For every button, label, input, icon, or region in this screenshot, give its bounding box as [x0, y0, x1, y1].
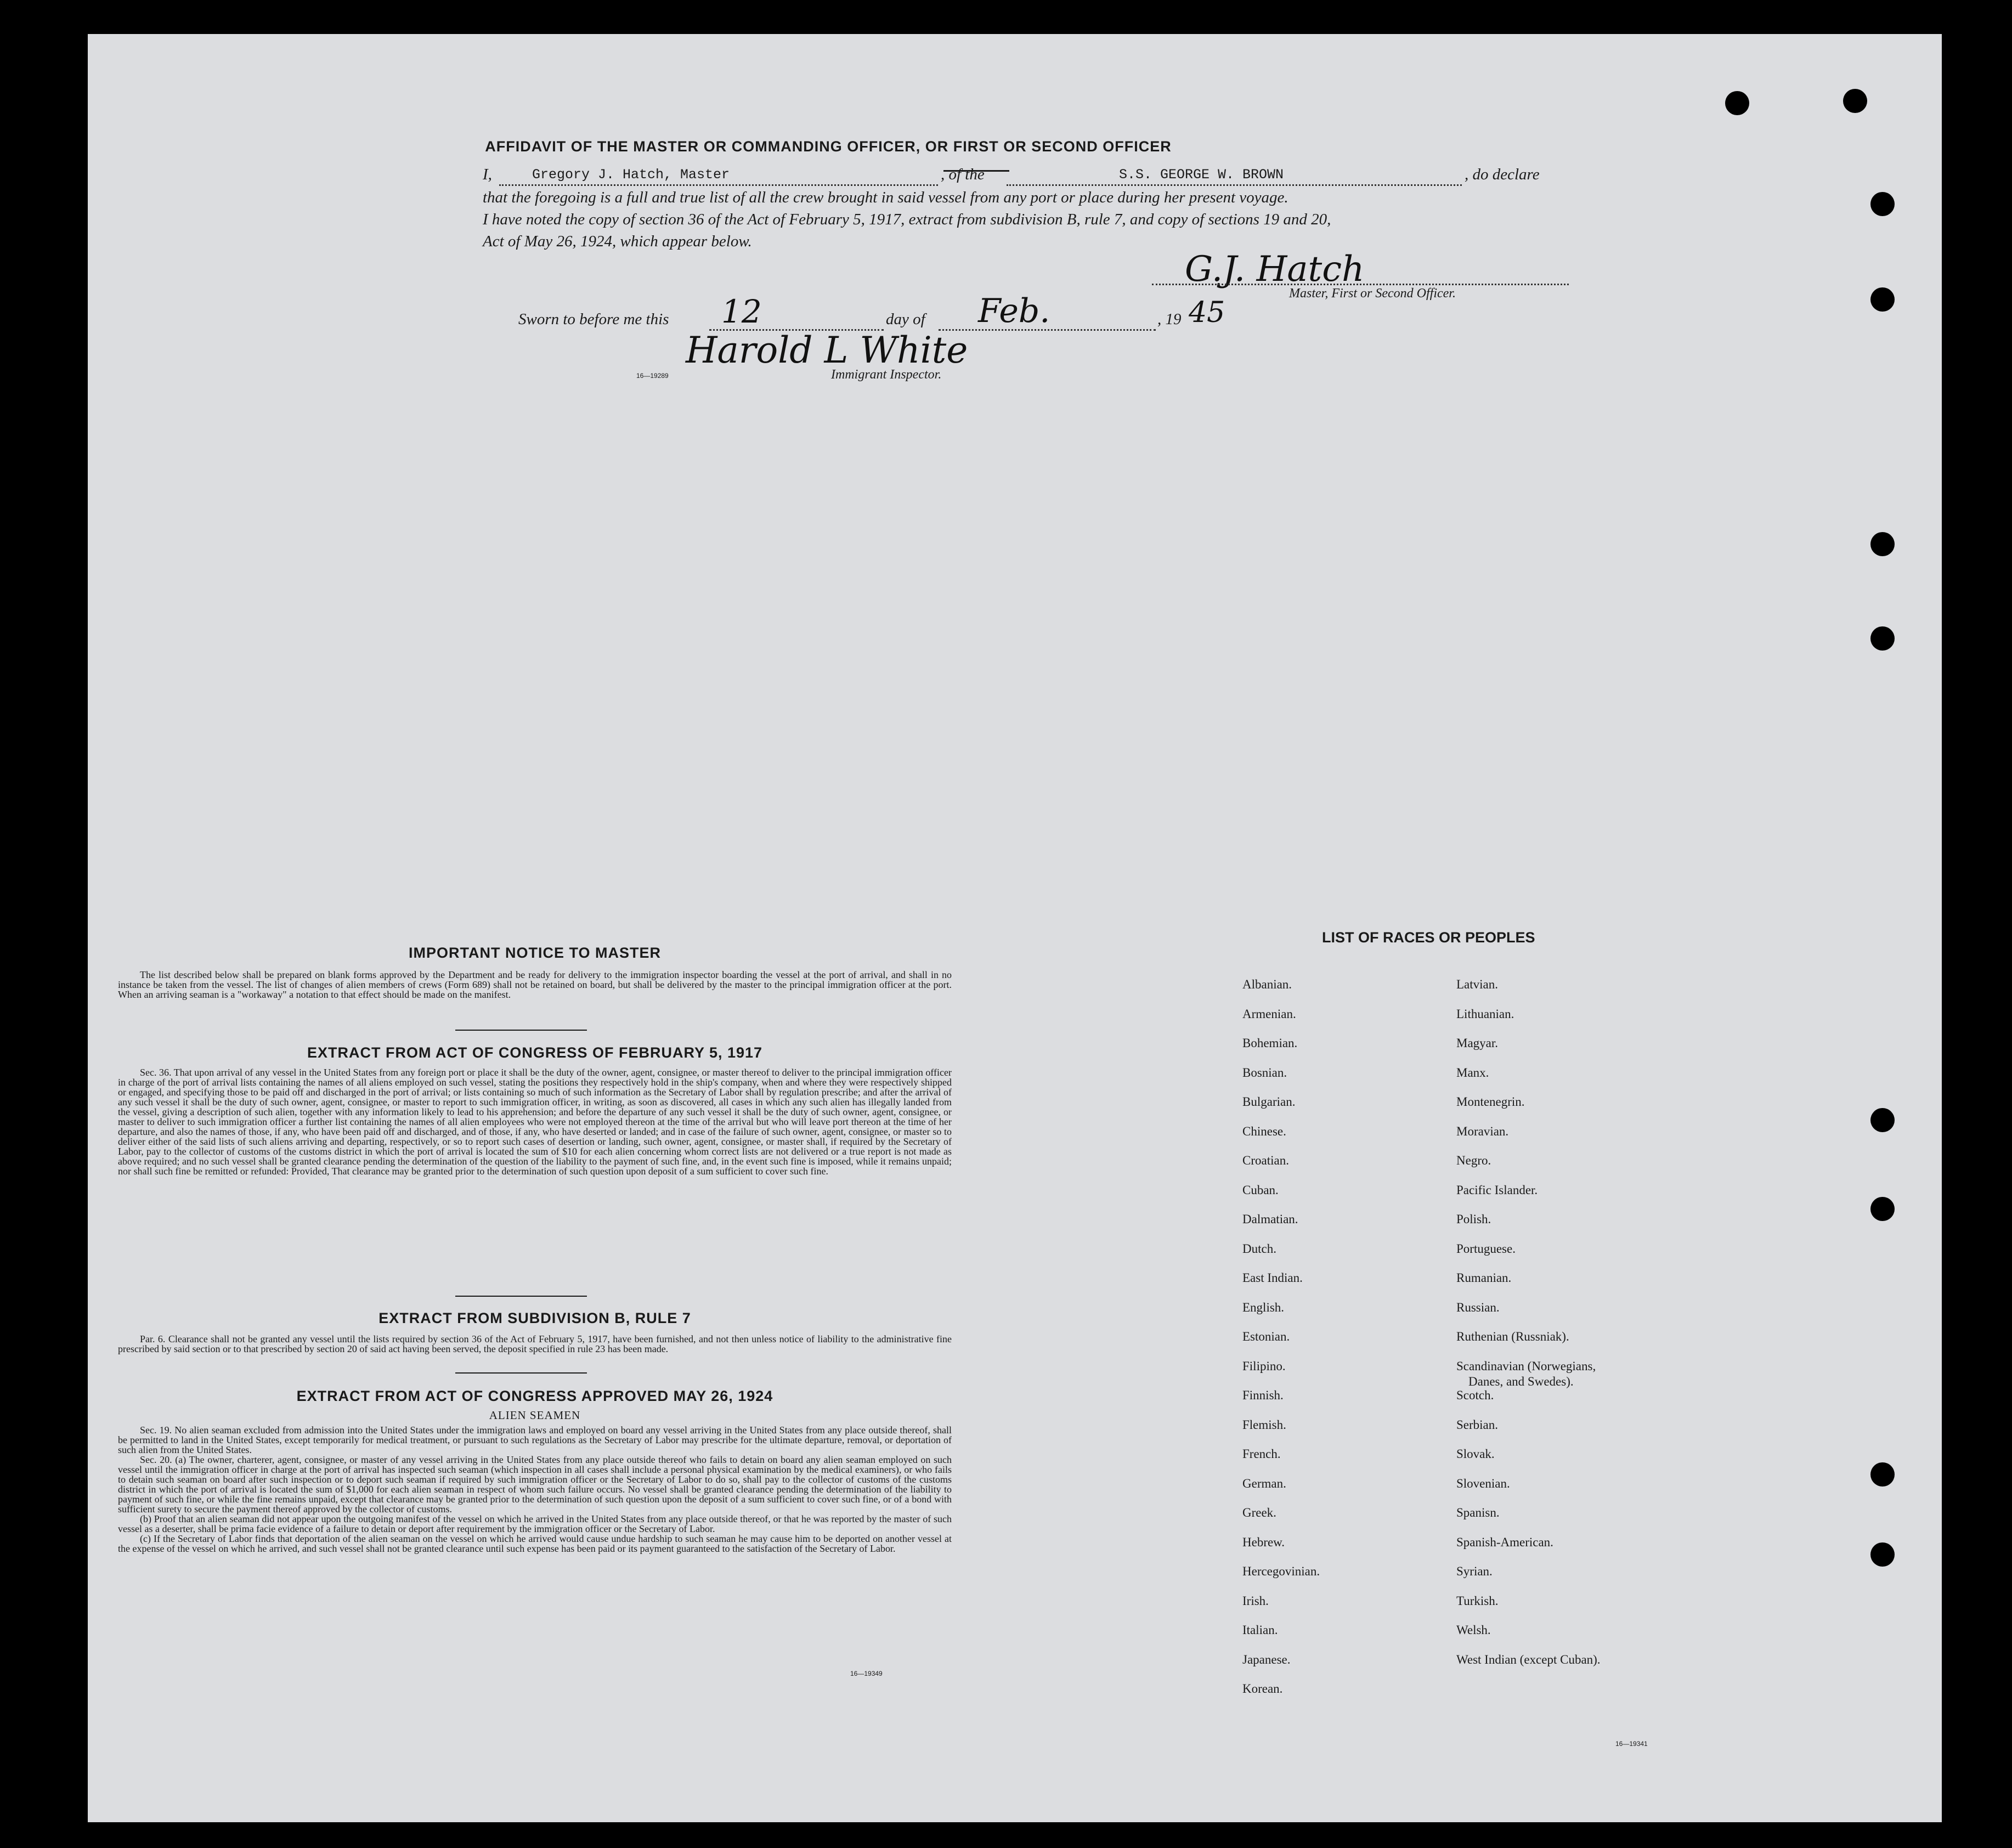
punch-hole — [1870, 1108, 1895, 1132]
notice-body — [118, 970, 952, 999]
race-item: Welsh. — [1456, 1623, 1491, 1637]
race-item: Chinese. — [1242, 1124, 1286, 1138]
race-item: Bohemian. — [1242, 1036, 1298, 1050]
sec20a-text: Sec. 20. (a) The owner, charterer, agent, consignee, or master of any vessel arriving in the United States from any place outside thereof who fails to detain on board any alien seaman employed on such vessel until the immigration officer in charge at the port of arrival has inspected such seaman (which inspection in all cases shall include a personal physical examination by the medical examiners), or who fails to detain such seaman on board after such inspection or to deport such seaman if required by such immigration officer or the Secretary of Labor to do so, shall pay to the collector of customs of the customs district in which the port of arrival is located the sum of $1,000 for each alien seaman in respect of whom such failure occurs. No vessel shall be granted clearance pending the determination of the liability to payment of such fine, or while the fine remains unpaid, except that clearance may be granted prior to the determination of such question upon the deposit of a sum sufficient to cover such fine, or of a bond with sufficient surety to secure the payment thereof approved by the collector of customs. — [118, 1454, 952, 1514]
race-item: Bosnian. — [1242, 1065, 1287, 1080]
inspector-signature: Harold L White — [686, 329, 968, 371]
punch-hole — [1870, 626, 1895, 651]
sworn-year: 45 — [1189, 296, 1225, 329]
extract-rule7-title: EXTRACT FROM SUBDIVISION B, RULE 7 — [378, 1310, 691, 1326]
race-item: Cuban. — [1242, 1183, 1279, 1197]
race-item: Manx. — [1456, 1065, 1489, 1080]
race-item: Finnish. — [1242, 1388, 1284, 1402]
master-caption: Master, First or Second Officer. — [1289, 286, 1456, 301]
punch-hole — [1870, 287, 1895, 312]
race-item: Montenegrin. — [1456, 1095, 1525, 1109]
declaration-line-4: Act of May 26, 1924, which appear below. — [483, 233, 752, 250]
race-item: Hebrew. — [1242, 1535, 1285, 1549]
declaration-line-3: I have noted the copy of section 36 of the Act of February 5, 1917, extract from subdivision B, rule 7, and copy of sections 19 and 20, — [483, 211, 1331, 228]
affidavit-title: AFFIDAVIT OF THE MASTER OR COMMANDING OFFICER, OR FIRST OR SECOND OFFICER — [485, 138, 1172, 155]
sworn-label: Sworn to before me this — [518, 310, 669, 328]
sworn-month: Feb. — [978, 292, 1050, 330]
race-item: East Indian. — [1242, 1271, 1303, 1285]
sec19-text: Sec. 19. No alien seaman excluded from admission into the United States under the immigration laws and employed on board any vessel arriving in the United States from any place outside thereof, shall be permitted to land in the United States, except temporarily for medical treatment, or pursuant to such regulations as the Secretary of Labor may prescribe for the ultimate departure, removal, or deportation of such alien from the United States. — [118, 1425, 952, 1455]
race-item: Spanisn. — [1456, 1506, 1500, 1519]
race-item: Turkish. — [1456, 1593, 1499, 1608]
race-item: Albanian. — [1242, 977, 1292, 991]
inspector-caption: Immigrant Inspector. — [831, 368, 942, 382]
declarant-name: Gregory J. Hatch, Master — [532, 167, 730, 183]
sec20c-text: (c) If the Secretary of Labor finds that deportation of the alien seaman on the vessel on which he arrived would cause undue hardship to such seaman he may cause him to be deported on another vessel at the expense of the vessel on which he arrived, and such vessel shall not be granted clearance until such expense has been paid or its payment guaranteed to the satisfaction of the Secretary of Labor. — [118, 1533, 952, 1554]
race-item: Rumanian. — [1456, 1271, 1512, 1285]
extract-rule7-body — [118, 1334, 952, 1354]
punch-hole — [1725, 91, 1749, 115]
signature-line — [1152, 284, 1569, 285]
par6-text: Par. 6. Clearance shall not be granted any vessel until the lists required by section 36 of the Act of February 5, 1917, have been furnished, and not then unless notice of liability to the administrative fine prescribed by said section or to that prescribed by section 20 of said act having been served, the deposit specified in rule 23 has been made. — [118, 1333, 952, 1354]
race-item: Portuguese. — [1456, 1241, 1516, 1256]
sec36-text: Sec. 36. That upon arrival of any vessel in the United States from any foreign port or place it shall be the duty of the owner, agent, consignee, or master thereof to deliver to the principal immigration officer in charge of the port of arrival lists containing the names of all aliens employed on such vessel, stating the positions they respectively hold in the ship's company, when and where they were respectively shipped or engaged, and specifying those to be paid off and discharged in the port of arrival; or lists containing so much of such information as the Secretary of Labor shall by regulation prescribe; and after the arrival of any such vessel it shall be the duty of such owner, agent, consignee, or master to report to such immigration officer, in writing, as soon as discovered, all cases in which any such alien has illegally landed from the vessel, giving a description of such alien, together with any information likely to lead to his apprehension; and before the departure of any such vessel it shall be the duty of such owner, agent, consignee, or master to deliver to such immigration officer a further list containing the names of all alien employees who were not employed thereon at the time of the arrival but who will leave port thereon at the time of her departure, and also the names of those, if any, who have been paid off and discharged, and of those, if any, who have deserted or landed; and in case of the failure of such owner, agent, consignee, or master so to deliver either of the said lists of such aliens arriving and departing, respectively, or so to report such cases of desertion or landing, such owner, agent, consignee, or master shall, if required by the Secretary of Labor, pay to the collector of customs of the customs district in which the port of arrival is located the sum of $10 for each alien concerning whom correct lists are not delivered or a true report is not made as above required; and no such vessel shall be granted clearance pending the determination of the question of the liability to the payment of such fine, and, in the event such fine is imposed, while it remains unpaid; nor shall such fine be remitted or refunded: Provided, That clearance may be granted prior to the determination of such question upon deposit of a sum sufficient to cover such fine. — [118, 1067, 952, 1177]
race-item: German. — [1242, 1476, 1286, 1490]
punch-hole — [1843, 89, 1867, 113]
punch-hole — [1870, 1462, 1895, 1487]
notice-title: IMPORTANT NOTICE TO MASTER — [409, 945, 661, 961]
i-label: I, — [483, 166, 492, 183]
race-item: Bulgarian. — [1242, 1095, 1296, 1109]
race-item: Spanish-American. — [1456, 1535, 1553, 1549]
punch-hole — [1870, 1542, 1895, 1567]
form-page — [88, 34, 1942, 1822]
races-form-number: 16—19341 — [1615, 1740, 1648, 1748]
section-rule — [455, 1296, 587, 1297]
race-item: English. — [1242, 1300, 1285, 1314]
race-item: Serbian. — [1456, 1417, 1499, 1432]
punch-hole — [1870, 532, 1895, 556]
declare-label: , do declare — [1465, 166, 1540, 183]
race-item: Magyar. — [1456, 1036, 1499, 1050]
race-item: Pacific Islander. — [1456, 1183, 1538, 1197]
race-item: Danes, and Swedes). — [1468, 1374, 1574, 1388]
race-item: Greek. — [1242, 1506, 1276, 1519]
race-item: West Indian (except Cuban). — [1456, 1652, 1601, 1666]
race-item: Moravian. — [1456, 1124, 1509, 1138]
extract-1917-title: EXTRACT FROM ACT OF CONGRESS OF FEBRUARY 5, 1917 — [307, 1044, 763, 1061]
affidavit-form-number: 16—19289 — [636, 372, 669, 380]
race-item: Scotch. — [1456, 1388, 1494, 1402]
race-item: Dutch. — [1242, 1241, 1276, 1256]
race-item: Filipino. — [1242, 1359, 1286, 1373]
race-item: Ruthenian (Russniak). — [1456, 1330, 1569, 1343]
fill-line — [1007, 184, 1462, 186]
race-item: Hercegovinian. — [1242, 1564, 1320, 1578]
race-item: Negro. — [1456, 1154, 1491, 1167]
section-rule — [455, 1372, 587, 1374]
race-item: Estonian. — [1242, 1330, 1290, 1343]
extract-1924-body — [118, 1425, 952, 1553]
race-item: Croatian. — [1242, 1154, 1289, 1167]
race-item: Slovenian. — [1456, 1476, 1510, 1490]
race-item: Syrian. — [1456, 1564, 1493, 1578]
year-prefix: , 19 — [1157, 310, 1182, 328]
sec20b-text: (b) Proof that an alien seaman did not appear upon the outgoing manifest of the vessel on which he arrived in the United States from any place outside thereof, or that he was reported by the master of such vessel as a deserter, shall be prima facie evidence of a failure to detain or deport after requirement by the immigration officer or the Secretary of Labor. — [118, 1513, 952, 1534]
declaration-line — [483, 166, 1607, 188]
notice-text: The list described below shall be prepared on blank forms approved by the Department and be ready for delivery to the immigration inspector boarding the vessel at the port of arrival, and shall in no instance be taken from the vessel. The list of changes of alien members of crews (Form 689) shall not be retained on board, but shall be delivered by the master to the principal immigration officer at the port. When an arriving seaman is a "workaway" a notation to that effect should be made on the manifest. — [118, 969, 952, 1000]
master-signature: G.J. Hatch — [1185, 249, 1365, 290]
race-item: Japanese. — [1242, 1652, 1291, 1666]
race-item: Korean. — [1242, 1682, 1283, 1696]
section-rule — [455, 1030, 587, 1031]
race-item: Armenian. — [1242, 1007, 1296, 1021]
extract-form-number: 16—19349 — [850, 1670, 883, 1677]
sworn-day: 12 — [721, 293, 762, 330]
race-item: Latvian. — [1456, 977, 1498, 991]
race-item: Dalmatian. — [1242, 1212, 1298, 1226]
race-item: Italian. — [1242, 1623, 1278, 1637]
of-the-label: , of the — [941, 166, 985, 183]
fill-line — [499, 184, 938, 186]
extract-1917-body — [118, 1067, 952, 1176]
declaration-line-2: that the foregoing is a full and true list of all the crew brought in said vessel from any port or place during her present voyage. — [483, 189, 1288, 206]
race-item: Russian. — [1456, 1300, 1500, 1314]
race-item: Slovak. — [1456, 1447, 1495, 1461]
race-item: Lithuanian. — [1456, 1007, 1514, 1021]
day-of-label: day of — [886, 310, 925, 328]
race-item: French. — [1242, 1447, 1281, 1461]
race-item: Flemish. — [1242, 1417, 1286, 1432]
race-item: Scandinavian (Norwegians, — [1456, 1359, 1596, 1373]
punch-hole — [1870, 1197, 1895, 1221]
races-title: LIST OF RACES OR PEOPLES — [1322, 929, 1535, 946]
alien-seamen-subtitle: ALIEN SEAMEN — [489, 1409, 581, 1422]
race-item: Polish. — [1456, 1212, 1491, 1226]
punch-hole — [1870, 192, 1895, 216]
extract-1924-title: EXTRACT FROM ACT OF CONGRESS APPROVED MAY 26, 1924 — [296, 1388, 773, 1404]
fill-line — [939, 329, 1156, 331]
vessel-name: S.S. GEORGE W. BROWN — [1119, 167, 1284, 183]
race-item: Irish. — [1242, 1593, 1269, 1608]
